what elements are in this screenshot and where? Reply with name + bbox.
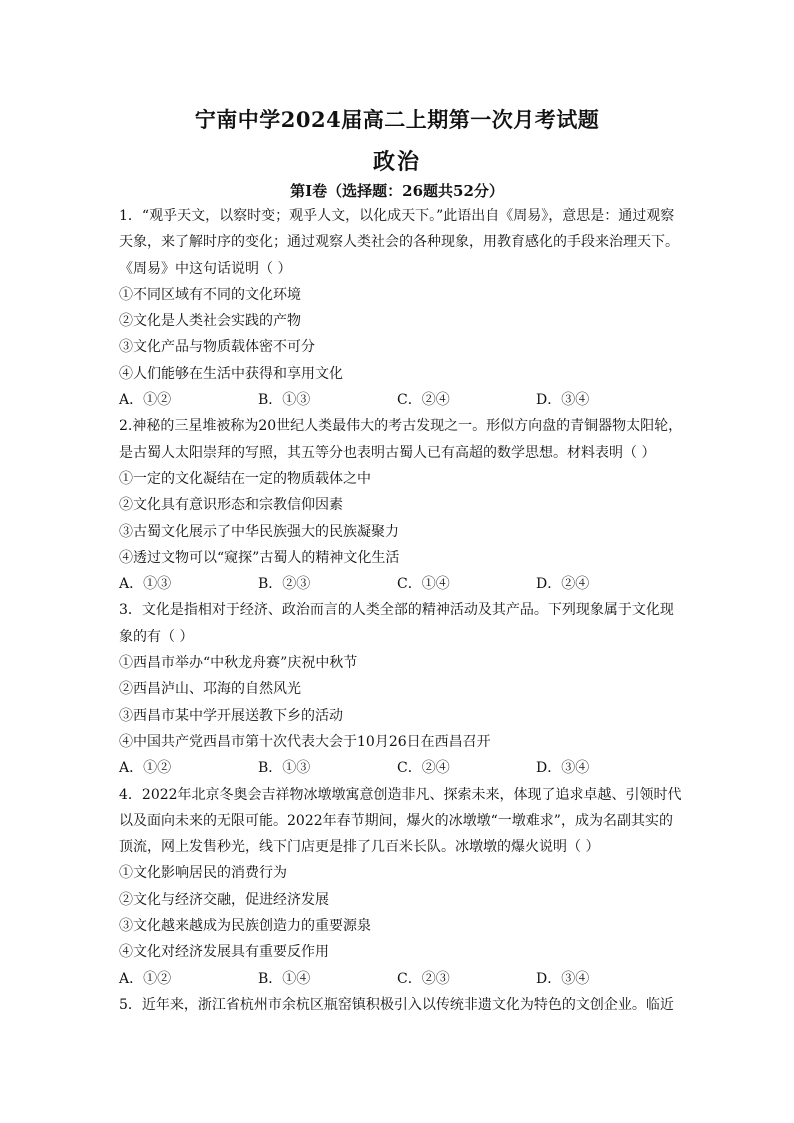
answer-choices (119, 387, 675, 413)
answer-choice-c: C．②③ (397, 970, 450, 987)
stem-line: 2.神秘的三星堆被称为20世纪人类最伟大的考古发现之一。形似方向盘的青铜器物太阳轮， (119, 418, 683, 435)
answer-choice-b: B．①③ (258, 760, 311, 777)
question-1 (119, 203, 679, 413)
statement-option: ①文化影响居民的消费行为 (119, 865, 287, 882)
stem-line: 1．“观乎天文，以察时变；观乎人文，以化成天下。”此语出自《周易》，意思是：通过观察 (119, 208, 675, 224)
stem-line: 象的有（ ） (119, 628, 194, 645)
answer-choice-b: B．①④ (258, 970, 311, 987)
answer-choices (119, 755, 675, 781)
answer-choice-d: D．②④ (536, 576, 590, 593)
statement-option: ①不同区域有不同的文化环境 (119, 286, 301, 303)
question-4 (119, 782, 682, 992)
statement-option: ③文化越来越成为民族创造力的重要源泉 (119, 918, 371, 935)
exam-title: 宁南中学2024届高二上期第一次月考试题 (194, 107, 600, 132)
statement-option: ④人们能够在生活中获得和享用文化 (119, 365, 343, 382)
statement-option: ②文化是人类社会实践的产物 (119, 313, 301, 330)
statement-option: ③文化产品与物质载体密不可分 (119, 339, 315, 356)
question-stem (119, 782, 682, 861)
statement-option: ①西昌市举办“中秋龙舟赛”庆祝中秋节 (119, 655, 358, 672)
statement-option: ④文化对经济发展具有重要反作用 (119, 944, 329, 961)
answer-choice-c: C．①④ (397, 576, 450, 593)
stem-line: 4．2022年北京冬奥会吉祥物冰墩墩寓意创造非凡、探索未来，体现了追求卓越、引领时代 (119, 786, 682, 803)
answer-choice-d: D．③④ (536, 970, 590, 987)
question-stem (119, 992, 675, 1018)
statement-option: ④透过文物可以“窥探”古蜀人的精神文化生活 (119, 549, 400, 566)
stem-line: 以及面向未来的无限可能。2022年春节期间，爆火的冰墩墩“一墩难求”，成为名副其实的 (119, 812, 673, 829)
stem-line: 3．文化是指相对于经济、政治而言的人类全部的精神活动及其产品。下列现象属于文化现 (119, 602, 674, 619)
answer-choice-d: D．③④ (536, 392, 590, 409)
answer-choice-b: B．②③ (258, 576, 311, 593)
question-2 (119, 413, 683, 597)
answer-choices (119, 571, 675, 597)
question-3 (119, 597, 675, 781)
statement-option: ③西昌市某中学开展送教下乡的活动 (119, 707, 343, 724)
statement-option: ②西昌泸山、邛海的自然风光 (119, 681, 301, 698)
answer-choice-b: B．①③ (258, 392, 311, 409)
answer-choice-d: D．③④ (536, 760, 590, 777)
questions-list (119, 203, 683, 1018)
section-heading: 第I卷（选择题：26题共52分） (290, 182, 504, 200)
statement-option: ③古蜀文化展示了中华民族强大的民族凝聚力 (119, 523, 399, 540)
statement-option: ④中国共产党西昌市第十次代表大会于10月26日在西昌召开 (119, 733, 491, 750)
question-stem (119, 413, 683, 466)
stem-line: 是古蜀人太阳崇拜的写照，其五等分也表明古蜀人已有高超的数学思想。材料表明（ ） (119, 444, 656, 461)
stem-line: 《周易》中这句话说明（ ） (119, 260, 292, 277)
answer-choice-a: A．①② (119, 760, 172, 777)
statement-option: ②文化与经济交融，促进经济发展 (119, 891, 329, 908)
subject-heading: 政治 (372, 149, 421, 175)
question-stem (119, 203, 679, 282)
stem-line: 顶流，网上发售秒光，线下门店更是排了几百米长队。冰墩墩的爆火说明（ ） (119, 839, 600, 856)
stem-line: 天象，来了解时序的变化；通过观察人类社会的各种现象，用教育感化的手段来治理天下。 (119, 234, 679, 251)
answer-choice-a: A．①② (119, 970, 172, 987)
statement-option: ①一定的文化凝结在一定的物质载体之中 (119, 470, 371, 487)
question-5 (119, 992, 675, 1018)
answer-choice-a: A．①③ (119, 576, 172, 593)
answer-choice-c: C．②④ (397, 760, 450, 777)
answer-choices (119, 966, 675, 992)
answer-choice-c: C．②④ (397, 392, 450, 409)
answer-choice-a: A．①② (119, 392, 172, 409)
stem-line: 5．近年来，浙江省杭州市余杭区瓶窑镇积极引入以传统非遗文化为特色的文创企业。临近 (119, 996, 674, 1013)
statement-option: ②文化具有意识形态和宗教信仰因素 (119, 497, 343, 514)
question-stem (119, 597, 675, 650)
